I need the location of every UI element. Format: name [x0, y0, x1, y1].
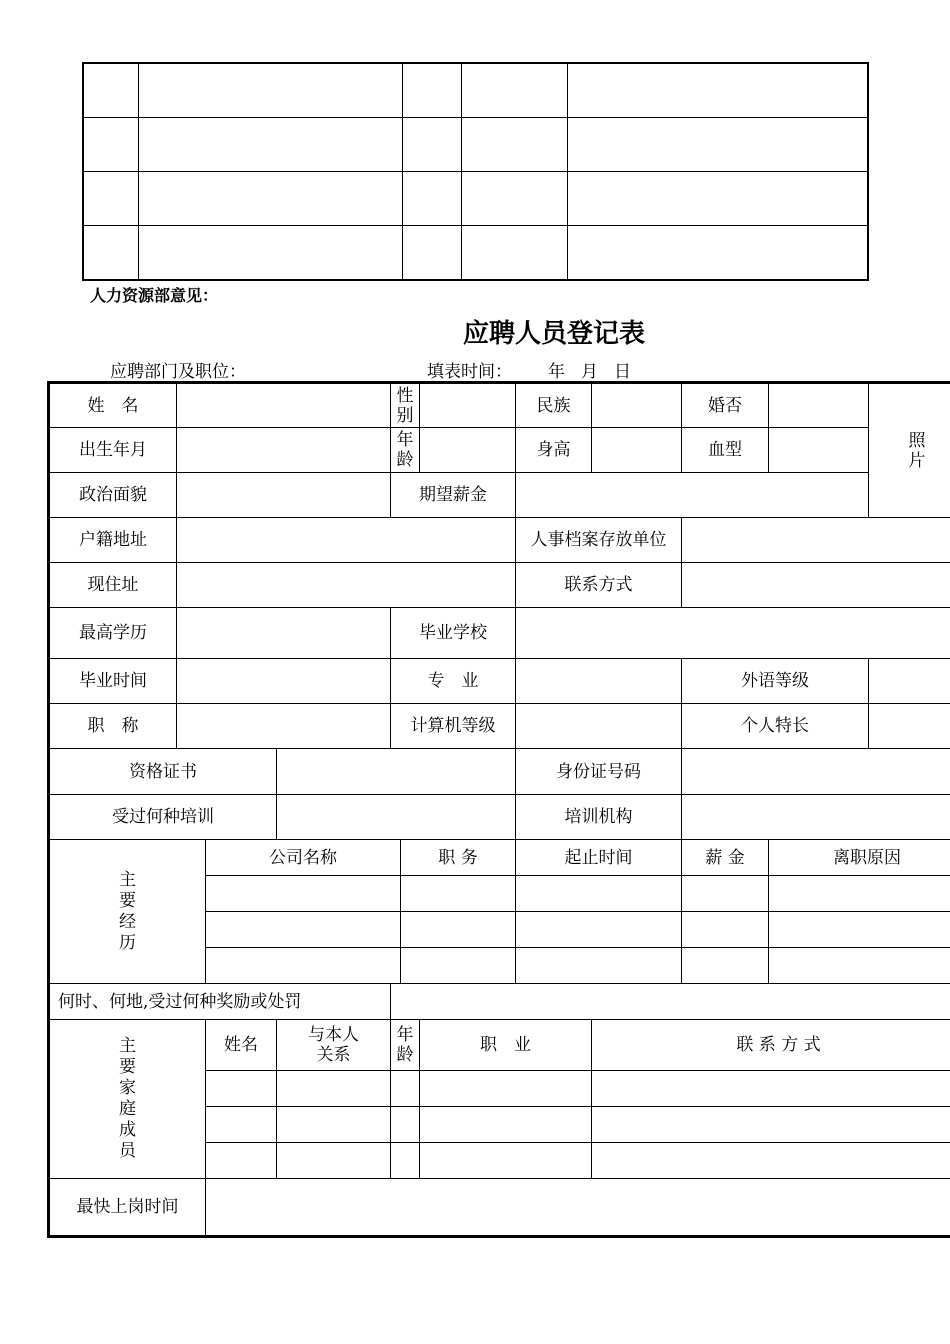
fam-contact-header: 联 系 方 式 [592, 1020, 950, 1071]
hukou-label: 户籍地址 [49, 518, 177, 563]
experience-label: 主 要 经 历 [49, 840, 206, 984]
family-label: 主 要 家 庭 成 员 [49, 1020, 206, 1179]
table-row [49, 518, 950, 563]
date-month: 月 [581, 362, 598, 382]
birth-label: 出生年月 [49, 428, 177, 473]
date-day: 日 [614, 362, 631, 382]
certificate-label: 资格证书 [49, 749, 277, 795]
table-row [83, 118, 868, 172]
height-field[interactable] [592, 428, 682, 473]
table-row [49, 563, 950, 608]
hukou-field[interactable] [177, 518, 516, 563]
blood-label: 血型 [682, 428, 769, 473]
grad-time-field[interactable] [177, 659, 391, 704]
fam-job-header: 职 业 [420, 1020, 592, 1071]
specialty-label: 个人特长 [682, 704, 869, 749]
foreign-lang-field[interactable] [869, 659, 950, 704]
contact-label: 联系方式 [516, 563, 682, 608]
table-row [49, 659, 950, 704]
age-label: 年龄 [391, 428, 420, 473]
ethnicity-label: 民族 [516, 383, 592, 428]
ethnicity-field[interactable] [592, 383, 682, 428]
fam-relation-header: 与本人 关系 [277, 1020, 391, 1071]
gender-field[interactable] [420, 383, 516, 428]
major-field[interactable] [516, 659, 682, 704]
registration-form [47, 381, 950, 1238]
current-address-label: 现住址 [49, 563, 177, 608]
table-row [49, 608, 950, 659]
height-label: 身高 [516, 428, 592, 473]
name-label: 姓 名 [49, 383, 177, 428]
fam-name-header: 姓名 [206, 1020, 277, 1071]
political-field[interactable] [177, 473, 391, 518]
specialty-field[interactable] [869, 704, 950, 749]
computer-label: 计算机等级 [391, 704, 516, 749]
exp-position-header: 职 务 [401, 840, 516, 876]
birth-field[interactable] [177, 428, 391, 473]
age-field[interactable] [420, 428, 516, 473]
training-org-field[interactable] [682, 795, 950, 840]
awards-label: 何时、何地,受过何种奖励或处罚 [49, 984, 391, 1020]
id-number-label: 身份证号码 [516, 749, 682, 795]
contact-field[interactable] [682, 563, 950, 608]
job-title-label: 职 称 [49, 704, 177, 749]
photo-box[interactable] [869, 383, 950, 518]
earliest-start-label: 最快上岗时间 [49, 1179, 206, 1237]
major-label: 专 业 [391, 659, 516, 704]
job-title-field[interactable] [177, 704, 391, 749]
table-row [49, 428, 950, 473]
table-row [49, 704, 950, 749]
certificate-field[interactable] [277, 749, 516, 795]
table-row [49, 473, 950, 518]
exp-period-header: 起止时间 [516, 840, 682, 876]
exp-salary-header: 薪 金 [682, 840, 769, 876]
computer-field[interactable] [516, 704, 682, 749]
table-row [49, 1179, 950, 1237]
table-row [49, 984, 950, 1020]
photo-label-1: 照 [908, 430, 926, 451]
foreign-lang-label: 外语等级 [682, 659, 869, 704]
blood-field[interactable] [769, 428, 869, 473]
education-label: 最高学历 [49, 608, 177, 659]
training-field[interactable] [277, 795, 516, 840]
exp-reason-header: 离职原因 [769, 840, 950, 876]
photo-label-2: 片 [908, 450, 926, 471]
top-blank-table [82, 62, 869, 281]
school-label: 毕业学校 [391, 608, 516, 659]
training-org-label: 培训机构 [516, 795, 682, 840]
table-row [49, 840, 950, 876]
table-row [49, 1020, 950, 1071]
political-label: 政治面貌 [49, 473, 177, 518]
date-year: 年 [548, 362, 565, 382]
table-row [49, 749, 950, 795]
fill-time-label: 填表时间： [427, 362, 512, 382]
expected-salary-label: 期望薪金 [391, 473, 516, 518]
expected-salary-field[interactable] [516, 473, 869, 518]
table-row [49, 795, 950, 840]
exp-company-header: 公司名称 [206, 840, 401, 876]
earliest-start-field[interactable] [206, 1179, 950, 1237]
fam-age-header: 年 龄 [391, 1020, 420, 1071]
awards-field[interactable] [391, 984, 950, 1020]
marital-field[interactable] [769, 383, 869, 428]
archive-label: 人事档案存放单位 [516, 518, 682, 563]
hr-opinion-label: 人力资源部意见： [90, 286, 219, 305]
current-address-field[interactable] [177, 563, 516, 608]
table-row [83, 172, 868, 226]
id-number-field[interactable] [682, 749, 950, 795]
form-title: 应聘人员登记表 [463, 319, 646, 349]
training-label: 受过何种培训 [49, 795, 277, 840]
apply-dept-label: 应聘部门及职位： [110, 362, 246, 382]
gender-label: 性别 [391, 383, 420, 428]
table-row [83, 226, 868, 281]
table-row [83, 63, 868, 118]
education-field[interactable] [177, 608, 391, 659]
archive-field[interactable] [682, 518, 950, 563]
marital-label: 婚否 [682, 383, 769, 428]
table-row [49, 383, 950, 428]
name-field[interactable] [177, 383, 391, 428]
school-field[interactable] [516, 608, 950, 659]
grad-time-label: 毕业时间 [49, 659, 177, 704]
